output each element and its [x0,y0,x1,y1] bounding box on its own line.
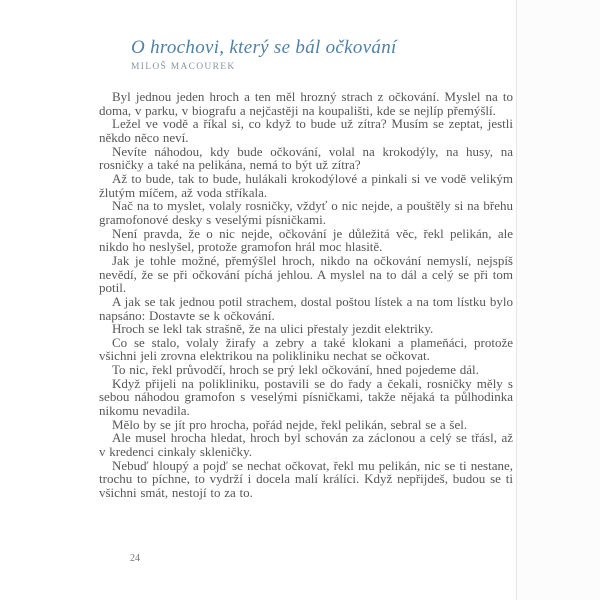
page-outer-margin [517,0,600,600]
page-number: 24 [130,553,140,564]
story-title: O hrochovi, který se bál očkování [131,37,397,58]
story-paragraph: Jak je tohle možné, přemýšlel hroch, nikdo na očkování nemyslí, nejspíš nevědí, že se při očkování píchá jehlou. A myslel na to dál a celý se při tom potil. [99,252,513,296]
story-paragraph: Mělo by se jít pro hrocha, pořád nejde, řekl pelikán, sebral se a šel. [112,416,468,432]
story-paragraph: To nic, řekl průvodčí, hroch se prý lekl očkování, hned pojedeme dál. [112,362,479,378]
story-paragraph: Nevíte náhodou, kdy bude očkování, volal na krokodýly, na husy, na rosničky a také na pelikána, nemá to být už zítra? [99,143,513,173]
story-paragraph: Nebuď hloupý a pojď se nechat očkovat, řekl mu pelikán, nic se ti nestane, trochu to píchne, to vydrží i docela malí králíci. Když nepřijdeš, budou se ti všichni smát, nestojí to za to. [99,457,513,501]
story-text [99,90,513,500]
story-paragraph: A jak se tak jednou potil strachem, dostal poštou lístek a na tom lístku bylo napsáno: Dostavte se k očkování. [99,293,513,323]
page-edge-line [516,0,517,600]
story-paragraph: Až to bude, tak to bude, hulákali krokodýlové a pinkali si ve vodě velikým žlutým míčem, až voda stříkala. [99,170,513,200]
story-paragraph: Ale musel hrocha hledat, hroch byl schován za záclonou a celý se třásl, až v kredenci cinkaly skleničky. [99,430,513,460]
story-paragraph: Když přijeli na polikliniku, postavili se do řady a čekali, rosničky měly s sebou náhodou gramofon s veselými písničkami, takže nějaká ta půlhodinka nikomu nevadila. [99,375,513,419]
story-paragraph: Byl jednou jeden hroch a ten měl hrozný strach z očkování. Myslel na to doma, v parku, v biografu a nejčastěji na koupališti, kde se nejlíp přemýšlí. [99,89,513,118]
story-paragraph: Nač na to myslet, volaly rosničky, vždyť o nic nejde, a pouštěly si na břehu gramofonové desky s veselými písničkami. [99,198,513,227]
story-paragraph: Co se stalo, volaly žirafy a zebry a také klokani a plameňáci, protože všichni jeli zrovna elektrikou na polikliniku nechat se očkovat. [99,334,513,364]
story-paragraph: Hroch se lekl tak strašně, že na ulici přestaly jezdit elektriky. [112,321,434,337]
story-author: MILOŠ MACOUREK [131,62,236,72]
story-paragraph: Není pravda, že o nic nejde, očkování je důležitá věc, řekl pelikán, ale nikdo ho neslyšel, protože gramofon hrál moc hlasitě. [99,225,513,255]
story-paragraph: Ležel ve vodě a říkal si, co když to bude už zítra? Musím se zeptat, jestli někdo něco neví. [99,116,513,145]
